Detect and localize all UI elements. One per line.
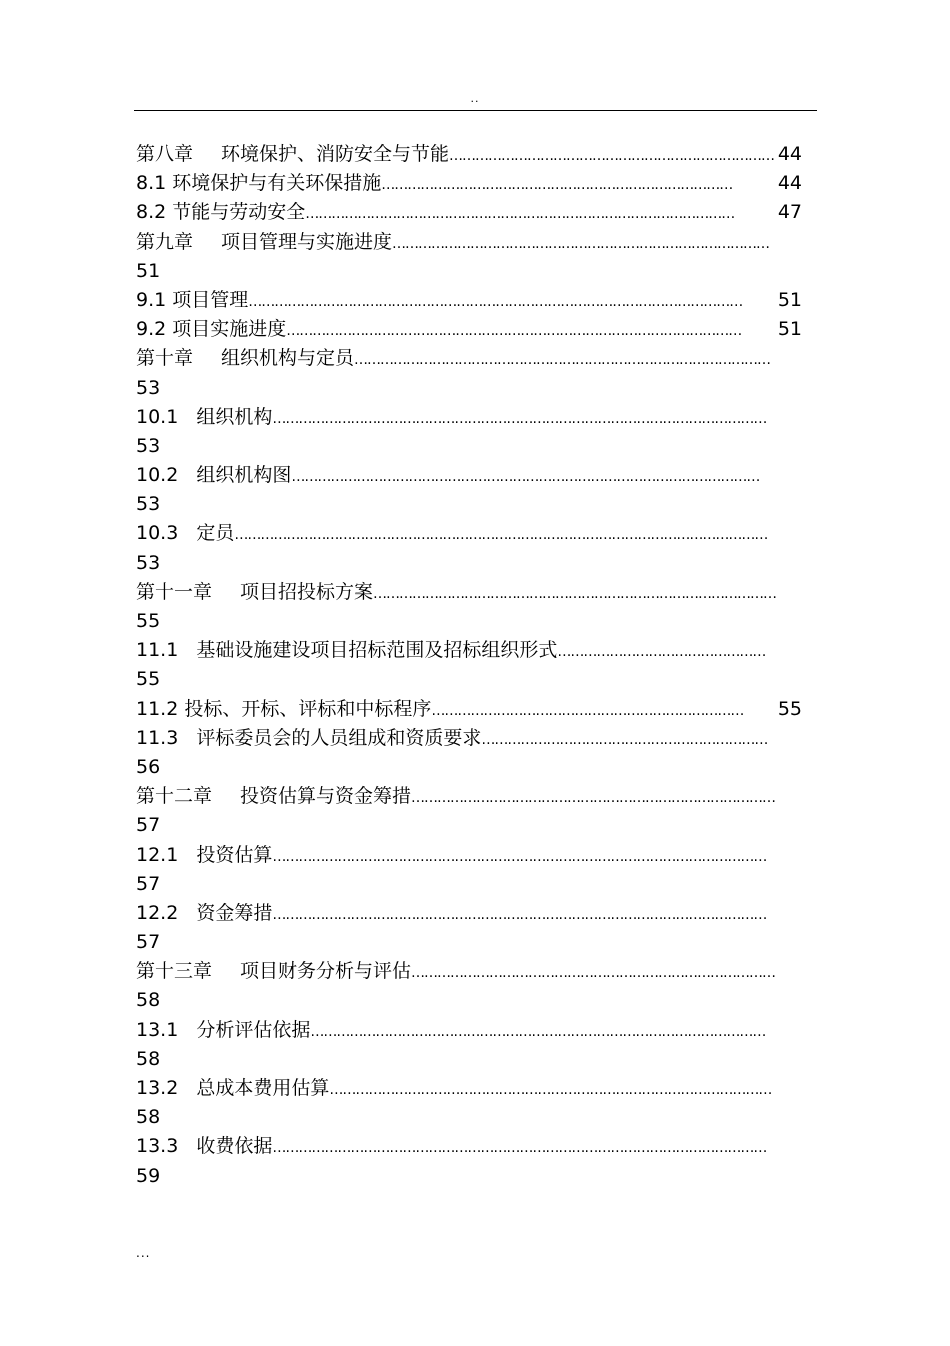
toc-leader: …………………………………………………………………………………… xyxy=(354,352,771,369)
toc-leader: …………………………………………………………………………………………………………… xyxy=(234,527,768,544)
toc-label xyxy=(136,228,769,259)
toc-row-continuation xyxy=(136,928,816,957)
toc-title: 投资估算与资金筹措 xyxy=(240,785,412,808)
toc-number: 12.1 xyxy=(136,843,179,866)
toc-leader: …………………………………………………………………………………………… xyxy=(286,323,742,340)
toc-row xyxy=(136,1132,816,1161)
toc-row-continuation xyxy=(136,665,816,694)
toc-label xyxy=(136,315,741,346)
toc-label xyxy=(136,636,765,667)
toc-leader: …………………………………………………………………………………………………… xyxy=(272,1140,767,1157)
toc-label xyxy=(136,841,766,872)
toc-row xyxy=(136,403,816,432)
toc-row xyxy=(136,198,816,227)
toc-title: 节能与劳动安全 xyxy=(172,201,306,224)
toc-row xyxy=(136,1074,816,1103)
toc-page-number: 53 xyxy=(136,376,161,399)
toc-row xyxy=(136,841,816,870)
toc-page-number: 58 xyxy=(136,1047,161,1070)
toc-page-number: 47 xyxy=(777,201,802,224)
toc-leader: ………………………………………………………………………… xyxy=(411,965,776,982)
toc-page-number: 53 xyxy=(136,434,161,457)
toc-label xyxy=(136,899,766,930)
toc-label xyxy=(136,286,742,317)
toc-row-continuation xyxy=(136,986,816,1015)
toc-number: 13.1 xyxy=(136,1018,179,1041)
toc-row xyxy=(136,1016,816,1045)
toc-title: 项目实施进度 xyxy=(172,318,287,341)
toc-title: 项目管理与实施进度 xyxy=(221,230,393,253)
toc-title: 基础设施建设项目招标范围及招标组织形式 xyxy=(196,639,558,662)
toc-page-number: 51 xyxy=(777,288,802,311)
toc-number: 9.2 xyxy=(136,318,167,341)
toc-title: 项目管理 xyxy=(172,288,249,311)
toc-page-number: 51 xyxy=(777,318,802,341)
toc-label xyxy=(136,1074,771,1105)
toc-label xyxy=(136,403,766,434)
toc-number: 8.2 xyxy=(136,201,167,224)
header-rule xyxy=(134,110,817,111)
toc-number: 11.3 xyxy=(136,726,179,749)
toc-page-number: 44 xyxy=(777,172,802,195)
toc-title: 定员 xyxy=(196,522,235,545)
toc-page-number: 56 xyxy=(136,755,161,778)
toc-number: 9.1 xyxy=(136,288,167,311)
toc-leader: ……………………………………………………………… xyxy=(431,702,744,719)
toc-page-number: 58 xyxy=(136,989,161,1012)
toc-row xyxy=(136,899,816,928)
toc-leader: …………………………………………………………………………………………………… xyxy=(272,848,767,865)
toc-label xyxy=(136,140,774,171)
toc-number: 10.2 xyxy=(136,464,179,487)
toc-leader: …………………………………………………………………………………………………… xyxy=(272,906,767,923)
toc-number: 13.2 xyxy=(136,1077,179,1099)
header-mark: .. xyxy=(470,92,480,105)
table-of-contents xyxy=(136,140,816,1191)
toc-number: 第八章 xyxy=(136,143,194,165)
toc-page-number: 57 xyxy=(136,814,161,837)
toc-row-continuation xyxy=(136,607,816,636)
toc-title: 组织机构图 xyxy=(196,464,292,487)
toc-number: 第十二章 xyxy=(136,785,213,808)
toc-page-number: 51 xyxy=(136,259,161,282)
toc-row xyxy=(136,578,816,607)
toc-row xyxy=(136,140,816,169)
toc-title: 总成本费用估算 xyxy=(196,1077,330,1099)
toc-number: 13.3 xyxy=(136,1135,179,1158)
toc-row-continuation xyxy=(136,257,816,286)
toc-label xyxy=(136,695,743,726)
toc-row xyxy=(136,228,816,257)
toc-number: 11.1 xyxy=(136,639,179,662)
footer-mark: ... xyxy=(136,1246,151,1260)
toc-leader: …………………………………………………………………………… xyxy=(392,235,770,252)
toc-number: 第十章 xyxy=(136,347,194,370)
toc-leader: …………………………………………………………………………………………………… xyxy=(248,293,743,310)
toc-leader: ……………………………………………………………………………………………… xyxy=(291,469,760,486)
toc-row-continuation xyxy=(136,811,816,840)
toc-page-number: 57 xyxy=(136,872,161,895)
toc-row-continuation xyxy=(136,753,816,782)
toc-label xyxy=(136,198,734,229)
toc-leader: …………………………………………………………………………………………………… xyxy=(272,410,767,427)
toc-title: 资金筹措 xyxy=(196,901,273,924)
toc-row-continuation xyxy=(136,432,816,461)
toc-leader: ………………………………………………………………………… xyxy=(411,790,776,807)
toc-number: 第九章 xyxy=(136,230,194,253)
toc-row-continuation xyxy=(136,1045,816,1074)
toc-leader: ………………………………………………………………… xyxy=(449,148,775,164)
toc-number: 12.2 xyxy=(136,901,179,924)
toc-row xyxy=(136,695,816,724)
toc-page-number: 55 xyxy=(777,697,802,720)
toc-number: 第十一章 xyxy=(136,580,213,603)
toc-row xyxy=(136,724,816,753)
toc-row-continuation xyxy=(136,490,816,519)
toc-page-number: 59 xyxy=(136,1164,161,1187)
toc-row xyxy=(136,461,816,490)
toc-title: 项目财务分析与评估 xyxy=(240,960,412,983)
toc-number: 第十三章 xyxy=(136,960,213,983)
toc-row-continuation xyxy=(136,1103,816,1132)
toc-page-number: 55 xyxy=(136,610,161,632)
toc-title: 分析评估依据 xyxy=(196,1018,311,1041)
toc-leader: ……………………………………………………………………………………… xyxy=(305,206,735,223)
toc-row xyxy=(136,315,816,344)
toc-label xyxy=(136,957,775,988)
toc-leader: ………………………………………………………………………………………… xyxy=(329,1082,772,1098)
toc-label xyxy=(136,519,767,550)
toc-leader: ………………………………………………………………………………… xyxy=(373,585,777,602)
toc-number: 10.3 xyxy=(136,522,179,545)
toc-leader: ……………………………………………………………………… xyxy=(381,177,733,194)
toc-row xyxy=(136,957,816,986)
toc-title: 组织机构 xyxy=(196,405,273,428)
toc-title: 组织机构与定员 xyxy=(221,347,355,370)
toc-title: 项目招投标方案 xyxy=(240,580,374,603)
toc-number: 10.1 xyxy=(136,405,179,428)
toc-title: 环境保护、消防安全与节能 xyxy=(221,143,450,165)
toc-page-number: 53 xyxy=(136,551,161,574)
toc-row xyxy=(136,169,816,198)
toc-leader: ………………………………………… xyxy=(557,644,766,661)
toc-row xyxy=(136,782,816,811)
toc-title: 投资估算 xyxy=(196,843,273,866)
toc-row xyxy=(136,344,816,373)
toc-title: 环境保护与有关环保措施 xyxy=(172,172,382,195)
toc-leader: …………………………………………………………………………………………… xyxy=(310,1023,766,1040)
toc-label xyxy=(136,578,776,609)
toc-leader: ………………………………………………………… xyxy=(481,731,768,748)
toc-title: 收费依据 xyxy=(196,1135,273,1158)
toc-row-continuation xyxy=(136,1162,816,1191)
toc-row xyxy=(136,286,816,315)
toc-row-continuation xyxy=(136,870,816,899)
toc-page-number: 53 xyxy=(136,493,161,516)
toc-title: 投标、开标、评标和中标程序 xyxy=(184,697,432,720)
toc-label xyxy=(136,1132,766,1163)
toc-number: 8.1 xyxy=(136,172,167,195)
toc-page-number: 58 xyxy=(136,1106,161,1129)
toc-label xyxy=(136,724,767,755)
toc-number: 11.2 xyxy=(136,697,179,720)
toc-label xyxy=(136,1016,765,1047)
toc-page-number: 44 xyxy=(777,143,802,165)
toc-label xyxy=(136,344,770,375)
toc-row xyxy=(136,636,816,665)
toc-row-continuation xyxy=(136,549,816,578)
toc-row xyxy=(136,519,816,548)
toc-page-number: 55 xyxy=(136,668,161,691)
toc-label xyxy=(136,461,759,492)
toc-page-number: 57 xyxy=(136,931,161,954)
toc-label xyxy=(136,782,775,813)
toc-label xyxy=(136,169,732,200)
toc-row-continuation xyxy=(136,374,816,403)
toc-title: 评标委员会的人员组成和资质要求 xyxy=(196,726,482,749)
